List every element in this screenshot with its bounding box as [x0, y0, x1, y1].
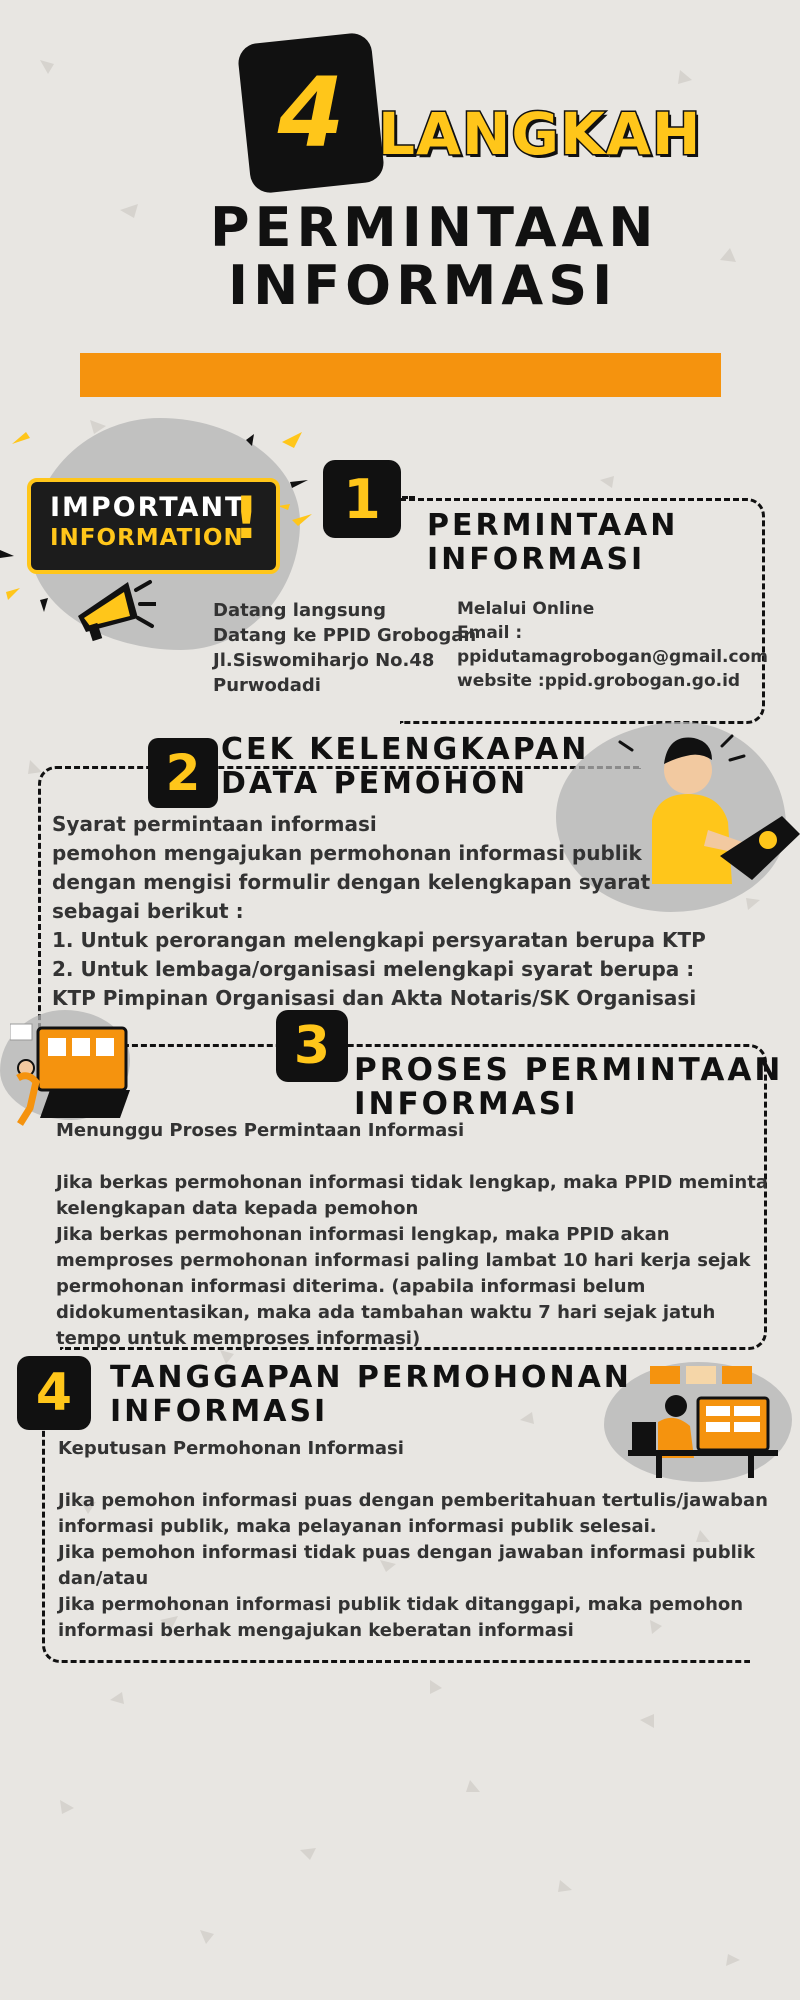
step-2-body	[52, 810, 706, 1013]
text-line: Syarat permintaan informasi	[52, 812, 377, 836]
megaphone-icon	[72, 572, 156, 642]
text-line: 1. Untuk perorangan melengkapi persyaratan berupa KTP	[52, 928, 706, 952]
text-line: pemohon mengajukan permohonan informasi publik	[52, 841, 642, 865]
title-line-2: INFORMASI	[228, 254, 618, 317]
text-line: permohonan informasi diterima. (apabila informasi belum	[56, 1276, 646, 1297]
email-text: ppidutamagrobogan@gmail.com	[457, 647, 768, 667]
text-line: Jika pemohon informasi puas dengan pemberitahuan tertulis/jawaban	[58, 1490, 768, 1511]
text-line: kelengkapan data kepada pemohon	[56, 1198, 419, 1219]
text-line: Purwodadi	[213, 675, 321, 696]
text-line: informasi berhak mengajukan keberatan informasi	[58, 1620, 574, 1641]
step-4-title-line-2: INFORMASI	[110, 1394, 329, 1429]
exclamation-mark: !	[233, 484, 260, 552]
step-1-title-line-1: PERMINTAAN	[427, 508, 679, 543]
desk-worker-illustration	[618, 1362, 788, 1480]
title-number: 4	[277, 57, 345, 169]
text-line: Melalui Online	[457, 599, 595, 619]
step-1-title-line-2: INFORMASI	[427, 542, 646, 577]
information-label: INFORMATION	[50, 525, 244, 551]
text-line: KTP Pimpinan Organisasi dan Akta Notaris/SK Organisasi	[52, 986, 697, 1010]
text-line: Jl.Siswomiharjo No.48	[213, 650, 435, 671]
accent-bar	[80, 353, 721, 397]
step-4-title-line-1: TANGGAPAN PERMOHONAN	[110, 1360, 632, 1395]
step-4-body	[58, 1488, 768, 1644]
text-line: dengan mengisi formulir dengan kelengkapan syarat	[52, 870, 651, 894]
step-3-subtitle: Menunggu Proses Permintaan Informasi	[56, 1120, 465, 1141]
text-line: Jika berkas permohonan informasi lengkap, maka PPID akan	[56, 1224, 670, 1245]
worker-icon	[10, 1018, 130, 1128]
step-1-online-info	[457, 597, 768, 693]
title-line-1: PERMINTAAN	[210, 196, 659, 259]
title-word: LANGKAH	[378, 100, 702, 168]
text-line: tempo untuk memproses informasi)	[56, 1328, 421, 1349]
text-line: 2. Untuk lembaga/organisasi melengkapi syarat berupa :	[52, 957, 695, 981]
step-4-subtitle: Keputusan Permohonan Informasi	[58, 1438, 404, 1459]
step-3-body	[56, 1170, 768, 1352]
text-line: dan/atau	[58, 1568, 149, 1589]
step-2-title-line-2: DATA PEMOHON	[221, 766, 529, 801]
text-line: Jika permohonan informasi publik tidak ditanggapi, maka pemohon	[58, 1594, 744, 1615]
step-4-number: 4	[17, 1356, 91, 1430]
text-line: Datang langsung	[213, 600, 387, 621]
text-line: Email :	[457, 623, 523, 643]
step-1-number: 1	[323, 460, 401, 538]
text-line: sebagai berikut :	[52, 899, 244, 923]
text-line: Datang ke PPID Grobogan	[213, 625, 477, 646]
step-2-number: 2	[148, 738, 218, 808]
website-text: website :ppid.grobogan.go.id	[457, 671, 741, 691]
text-line: didokumentasikan, maka ada tambahan waktu 7 hari sejak jatuh	[56, 1302, 716, 1323]
step-3-title-line-1: PROSES PERMINTAAN	[354, 1052, 784, 1088]
step-3-number: 3	[276, 1010, 348, 1082]
text-line: Jika pemohon informasi tidak puas dengan jawaban informasi publik	[58, 1542, 755, 1563]
important-label: IMPORTANT	[50, 492, 246, 523]
text-line: Jika berkas permohonan informasi tidak lengkap, maka PPID meminta	[56, 1172, 769, 1193]
text-line: memproses permohonan informasi paling lambat 10 hari kerja sejak	[56, 1250, 751, 1271]
step-2-title-line-1: CEK KELENGKAPAN	[221, 732, 590, 767]
step-1-offline-info	[213, 598, 476, 698]
step-3-title-line-2: INFORMASI	[354, 1086, 579, 1122]
text-line: informasi publik, maka pelayanan informasi publik selesai.	[58, 1516, 657, 1537]
